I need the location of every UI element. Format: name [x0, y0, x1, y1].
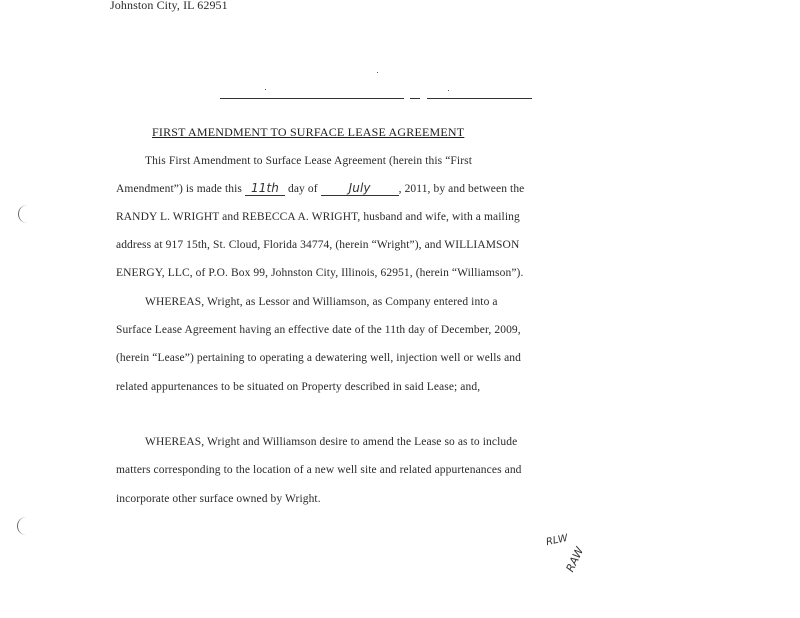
para1-line2-mid: day of: [287, 183, 318, 195]
para1-line2-pre: Amendment”) is made this: [116, 183, 242, 195]
para2-line3: (herein “Lease”) pertaining to operating a dewatering well, injection well or wells and: [116, 352, 521, 364]
para3-line1: WHEREAS, Wright and Williamson desire to amend the Lease so as to include: [145, 436, 518, 448]
scan-speck: [265, 89, 266, 90]
para1-line2-post: , 2011, by and between the: [398, 183, 525, 195]
initials-first: RLW: [545, 532, 569, 549]
para2-line4: related appurtenances to be situated on Property described in said Lease; and,: [116, 381, 481, 393]
para1-line1: This First Amendment to Surface Lease Agreement (herein this “First: [145, 155, 473, 167]
para2-line1: WHEREAS, Wright, as Lessor and Williamson, as Company entered into a: [145, 296, 498, 308]
document-title: FIRST AMENDMENT TO SURFACE LEASE AGREEMENT: [152, 125, 465, 139]
scan-speck: [448, 90, 449, 91]
para3-line3: incorporate other surface owned by Wright.: [116, 493, 321, 505]
para1-line4: address at 917 15th, St. Cloud, Florida 34774, (herein “Wright”), and WILLIAMSON: [116, 239, 520, 251]
para3-line2: matters corresponding to the location of a new well site and related appurtenances and: [116, 464, 522, 476]
para1-line3: RANDY L. WRIGHT and REBECCA A. WRIGHT, husband and wife, with a mailing: [116, 211, 520, 223]
handwritten-day: 11th: [250, 181, 279, 195]
header-address: Johnston City, IL 62951: [110, 0, 228, 12]
day-blank: [245, 182, 285, 196]
month-blank: [321, 182, 399, 196]
scan-speck: [377, 72, 378, 73]
punch-hole-mark: [17, 517, 28, 535]
para1-line5: ENERGY, LLC, of P.O. Box 99, Johnston City, Illinois, 62951, (herein “Williamson”).: [116, 267, 524, 279]
punch-hole-mark: [18, 205, 29, 223]
initials-second: RAW: [563, 545, 587, 574]
para2-line2: Surface Lease Agreement having an effective date of the 11th day of December, 2009,: [116, 324, 521, 336]
para1-line2: [116, 182, 524, 196]
signature-line: [220, 98, 404, 99]
signature-line: [410, 98, 420, 99]
signature-line: [427, 98, 532, 99]
handwritten-month: July: [348, 181, 371, 195]
